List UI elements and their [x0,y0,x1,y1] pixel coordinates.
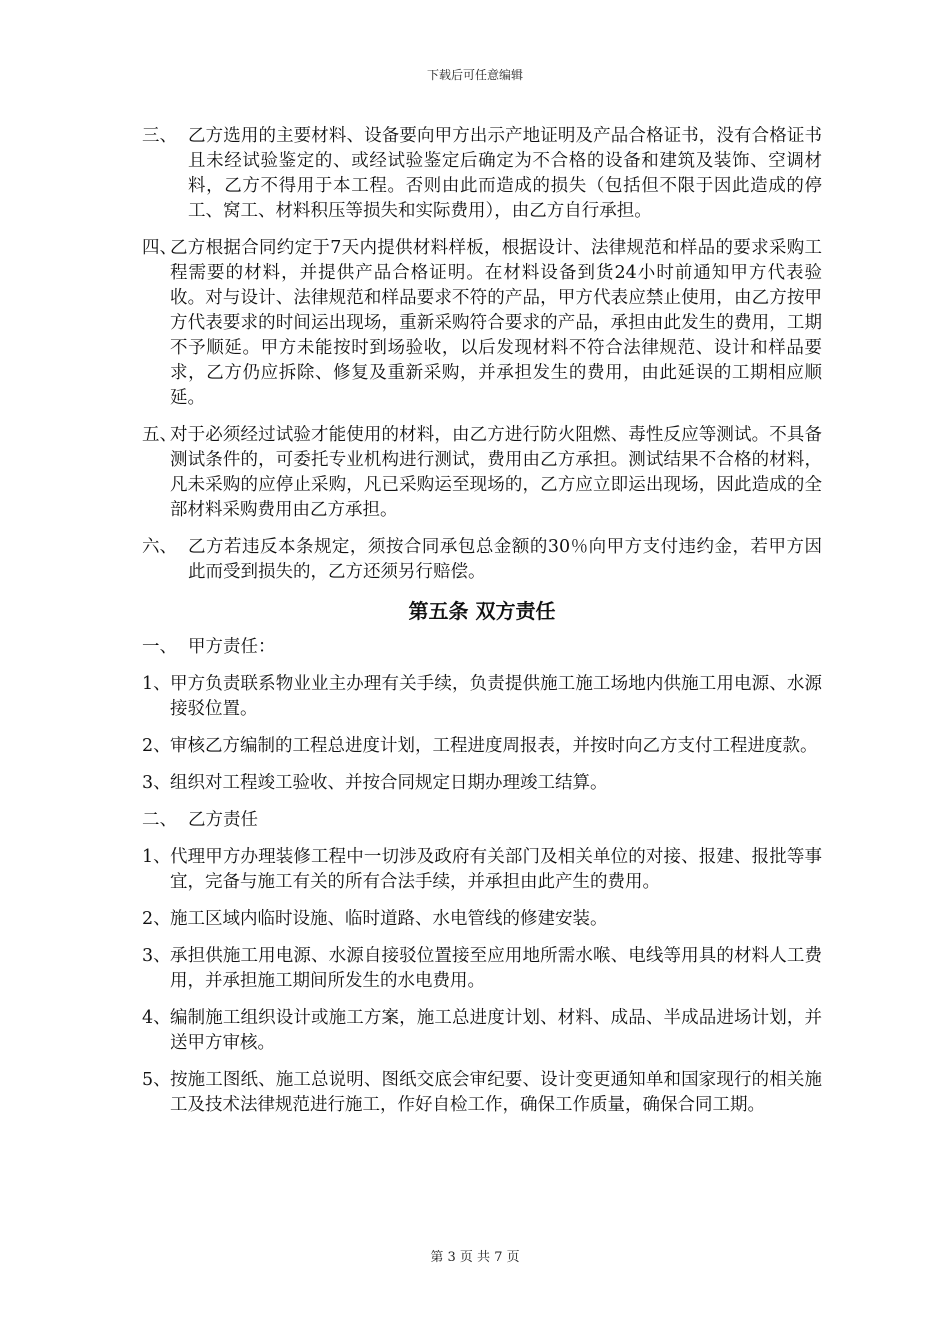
clause-number: 六、 [142,537,177,557]
list-item [142,734,822,759]
party-a-title: 甲方责任： [188,637,276,657]
clause-paragraph [142,124,822,224]
clause-paragraph [142,535,822,585]
clause-number: 四、 [142,238,177,258]
item-number: 5、 [142,1070,171,1090]
list-item [142,845,822,895]
page-footer: 第 3 页 共 7 页 [430,1250,520,1265]
item-number: 2、 [142,909,171,929]
clause-text: 乙方根据合同约定于7天内提供材料样板，根据设计、法律规范和样品的要求采购工程需要的材料，并提供产品合格证明。在材料设备到货24小时前通知甲方代表验收。对与设计、法律规范和样品要求不符的产品，甲方代表应禁止使用，由乙方按甲方代表要求的时间运出现场，重新采购符合要求的产品，承担由此发生的费用，工期不予顺延。甲方未能按时到场验收，以后发现材料不符合法律规范、设计和样品要求，乙方仍应拆除、修复及重新采购，并承担发生的费用，由此延误的工期相应顺延。 [170,238,822,408]
clause-number: 五、 [142,425,177,445]
list-item [142,944,822,994]
clause-text: 乙方若违反本条规定，须按合同承包总金额的30％向甲方支付违约金，若甲方因此而受到损失的，乙方还须另行赔偿。 [188,537,822,582]
clause-number: 三、 [142,126,177,146]
item-text: 按施工图纸、施工总说明、图纸交底会审纪要、设计变更通知单和国家现行的相关施工及技术法律规范进行施工，作好自检工作，确保工作质量，确保合同工期。 [170,1070,822,1115]
item-number: 3、 [142,773,171,793]
item-number: 1、 [142,847,171,867]
party-a-title-row [142,635,822,660]
list-item [142,907,822,932]
item-text: 编制施工组织设计或施工方案，施工总进度计划、材料、成品、半成品进场计划，并送甲方审核。 [170,1008,822,1053]
clause-paragraph [142,236,822,411]
sub-section-number: 一、 [142,637,177,657]
item-text: 甲方负责联系物业业主办理有关手续，负责提供施工施工场地内供施工用电源、水源接驳位置。 [170,674,822,719]
list-item [142,1006,822,1056]
item-text: 审核乙方编制的工程总进度计划，工程进度周报表，并按时向乙方支付工程进度款。 [170,736,818,756]
item-number: 1、 [142,674,171,694]
clause-paragraph [142,423,822,523]
item-number: 3、 [142,946,171,966]
party-b-title: 乙方责任 [188,810,258,830]
item-text: 组织对工程竣工验收、并按合同规定日期办理竣工结算。 [170,773,608,793]
page-header: 下载后可任意编辑 [426,68,523,82]
clause-text: 对于必须经过试验才能使用的材料，由乙方进行防火阻燃、毒性反应等测试。不具备测试条件的，可委托专业机构进行测试，费用由乙方承担。测试结果不合格的材料，凡未采购的应停止采购，凡已采购运至现场的，乙方应立即运出现场，因此造成的全部材料采购费用由乙方承担。 [170,425,822,520]
list-item [142,672,822,722]
list-item [142,771,822,796]
document-body [142,124,822,1130]
party-b-title-row [142,808,822,833]
sub-section-number: 二、 [142,810,177,830]
section-heading: 第五条 双方责任 [408,599,556,623]
clause-text: 乙方选用的主要材料、设备要向甲方出示产地证明及产品合格证书，没有合格证书且未经试验鉴定的、或经试验鉴定后确定为不合格的设备和建筑及装饰、空调材料，乙方不得用于本工程。否则由此而造成的损失（包括但不限于因此造成的停工、窝工、材料积压等损失和实际费用），由乙方自行承担。 [188,126,822,221]
item-text: 施工区域内临时设施、临时道路、水电管线的修建安装。 [170,909,608,929]
item-text: 承担供施工用电源、水源自接驳位置接至应用地所需水喉、电线等用具的材料人工费用，并承担施工期间所发生的水电费用。 [170,946,822,991]
item-number: 2、 [142,736,171,756]
item-number: 4、 [142,1008,171,1028]
item-text: 代理甲方办理装修工程中一切涉及政府有关部门及相关单位的对接、报建、报批等事宜，完备与施工有关的所有合法手续，并承担由此产生的费用。 [170,847,822,892]
list-item [142,1068,822,1118]
